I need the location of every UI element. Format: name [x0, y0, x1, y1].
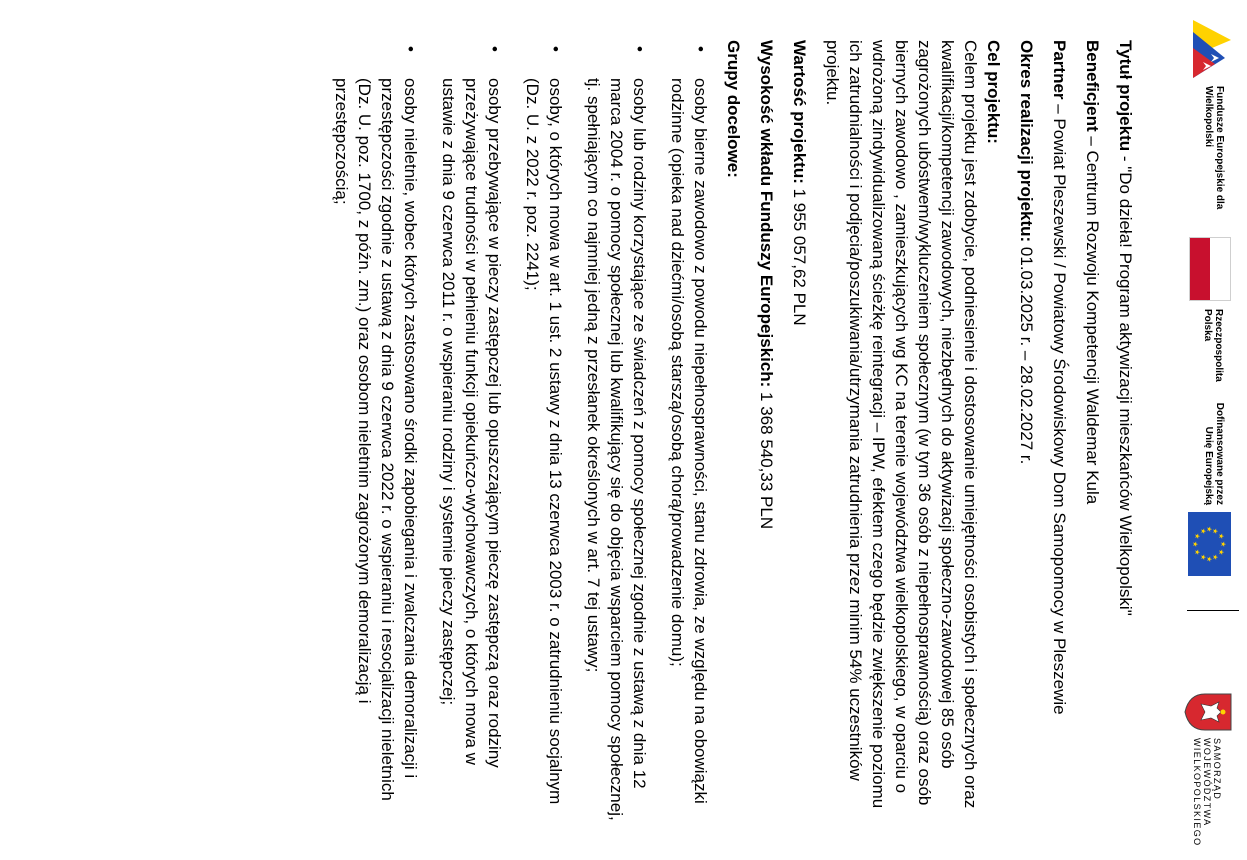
goal-section	[821, 40, 1005, 825]
rp-logo-text: Rzeczpospolita Polska	[1202, 309, 1224, 382]
project-value-amount: 1 955 057,62 PLN	[790, 183, 809, 326]
list-item-text: osoby bierne zawodowo z powodu niepełnosprawności, stanu zdrowia, ze względu na obowiązki rodzinne (opieka nad dziećmi/osobą starszą/osobą chorą/prowadzenie domu);	[668, 78, 710, 804]
fe-logo-text: Fundusze Europejskie dla Wielkopolski	[1203, 86, 1225, 210]
samorzad-wojewodztwa-logo	[1155, 690, 1235, 860]
logo-bar	[1137, 0, 1247, 855]
eu-cofinanced-logo	[1155, 395, 1235, 585]
partner-label: Partner	[1050, 40, 1069, 100]
list-item-text: osoby, o których mowa w art. 1 ust. 2 ustawy z dnia 13 czerwca 2003 r. o zatrudnieniu socjalnym (Dz. U. z 2022 r. poz. 2241);	[523, 78, 565, 805]
beneficiary-value: – Centrum Rozwoju Kompetencji Waldemar Kula	[1083, 131, 1102, 505]
bullet-icon: •	[691, 46, 710, 52]
beneficiary-line	[1081, 40, 1104, 825]
period-value: 01.03.2025 r. – 28.02.2027 r.	[1017, 242, 1036, 465]
list-item-text: osoby przebywające w pieczy zastępczej lub opuszczającym pieczę zastępczą oraz rodziny przeżywające trudności w pełnieniu funkcji opiekuńczo-wychowawczych, o których mowa w ustawie z dnia 9 czerwca 2011 r. o wspieraniu rodziny i systemie pieczy zastępczej;	[439, 78, 504, 768]
document-body	[315, 40, 1137, 825]
fundusze-europejskie-logo	[1185, 18, 1235, 218]
list-item	[582, 46, 651, 825]
sw-logo-text: SAMORZĄD WOJEWÓDZTWA WIELKOPOLSKIEGO	[1192, 738, 1222, 847]
project-title-line	[1114, 40, 1137, 825]
eu-contribution-amount: 1 368 540,33 PLN	[757, 387, 776, 530]
project-value-line	[788, 40, 811, 825]
eu-flag-icon: ★ ★ ★ ★ ★ ★ ★ ★ ★ ★ ★ ★	[1188, 512, 1231, 576]
project-title-value: "Do dzieła! Program aktywizacji mieszkańców Wielkopolski"	[1116, 166, 1135, 616]
coat-of-arms-icon	[1183, 690, 1235, 734]
project-title-separator: -	[1116, 151, 1135, 167]
list-item	[437, 46, 506, 825]
eu-contribution-line	[755, 40, 778, 825]
bullet-icon: •	[485, 46, 504, 52]
list-item	[330, 46, 422, 825]
bullet-icon: •	[630, 46, 649, 52]
goal-label: Cel projektu:	[984, 40, 1003, 144]
list-item-text: osoby nieletnie, wobec których zastosowano środki zapobiegania i zwalczania demoralizacji i przestępczości zgodnie z ustawą z dnia 9 czerwca 2022 r. o wspieraniu i resocjalizacji nieletnich (Dz. U. poz. 1700, z późn. zm.) oraz osobom nieletnim zagrożonym demoralizacją i przestępczością;	[332, 78, 420, 801]
groups-label: Grupy docelowe:	[724, 40, 743, 178]
period-line	[1015, 40, 1038, 825]
list-item	[666, 46, 712, 825]
polish-flag-icon	[1189, 237, 1231, 301]
eu-logo-text: Dofinansowane przez Unię Europejską	[1203, 402, 1225, 505]
logo-divider	[1187, 610, 1239, 611]
partner-value: – Powiat Pleszewski / Powiatowy Środowiskowy Dom Samopomocy w Pleszewie	[1050, 99, 1069, 715]
partner-line	[1048, 40, 1071, 825]
list-item-text: osoby lub rodziny korzystające ze świadczeń z pomocy społecznej zgodnie z ustawą z dnia 12 marca 2004 r. o pomocy społecznej lub kwalifikujący się do objęcia wsparciem pomocy społecznej, tj. spełniającym co najmniej jedną z przesłanek określonych w art. 7 tej ustawy;	[584, 78, 649, 821]
bullet-icon: •	[401, 46, 420, 52]
goal-text: Celem projektu jest zdobycie, podniesienie i dostosowanie umiejętności osobistych i społecznych oraz kwalifikacji/kompetencji zawodowych, niezbędnych do aktywizacji społeczno-zawodowej 85 osób zagrożonych ubóstwem/wykluczeniem społecznym (w tym 36 osób z niepełnosprawnością) oraz osób biernych zawodowo , zamieszkujących wg KC na terenie województwa wielkopolskiego, w oparciu o wdrożoną zindywidualizowaną ścieżkę reintegracji – IPW, efektem czego będzie zwiększenie poziomu ich zatrudnialności i podjęcia/poszukiwania/utrzymania zatrudnienia przez minim 54% uczestników projektu.	[823, 40, 980, 809]
project-value-label: Wartość projektu:	[790, 40, 809, 184]
period-label: Okres realizacji projektu:	[1017, 40, 1036, 243]
project-title-label: Tytuł projektu	[1116, 40, 1135, 152]
bullet-icon: •	[546, 46, 565, 52]
list-item	[521, 46, 567, 825]
target-groups-list	[330, 40, 712, 825]
beneficiary-label: Beneficjent	[1083, 40, 1102, 132]
rzeczpospolita-logo	[1185, 237, 1235, 382]
fe-emblem-icon	[1191, 18, 1233, 80]
eu-contribution-label: Wysokość wkładu Funduszy Europejskich:	[757, 40, 776, 388]
